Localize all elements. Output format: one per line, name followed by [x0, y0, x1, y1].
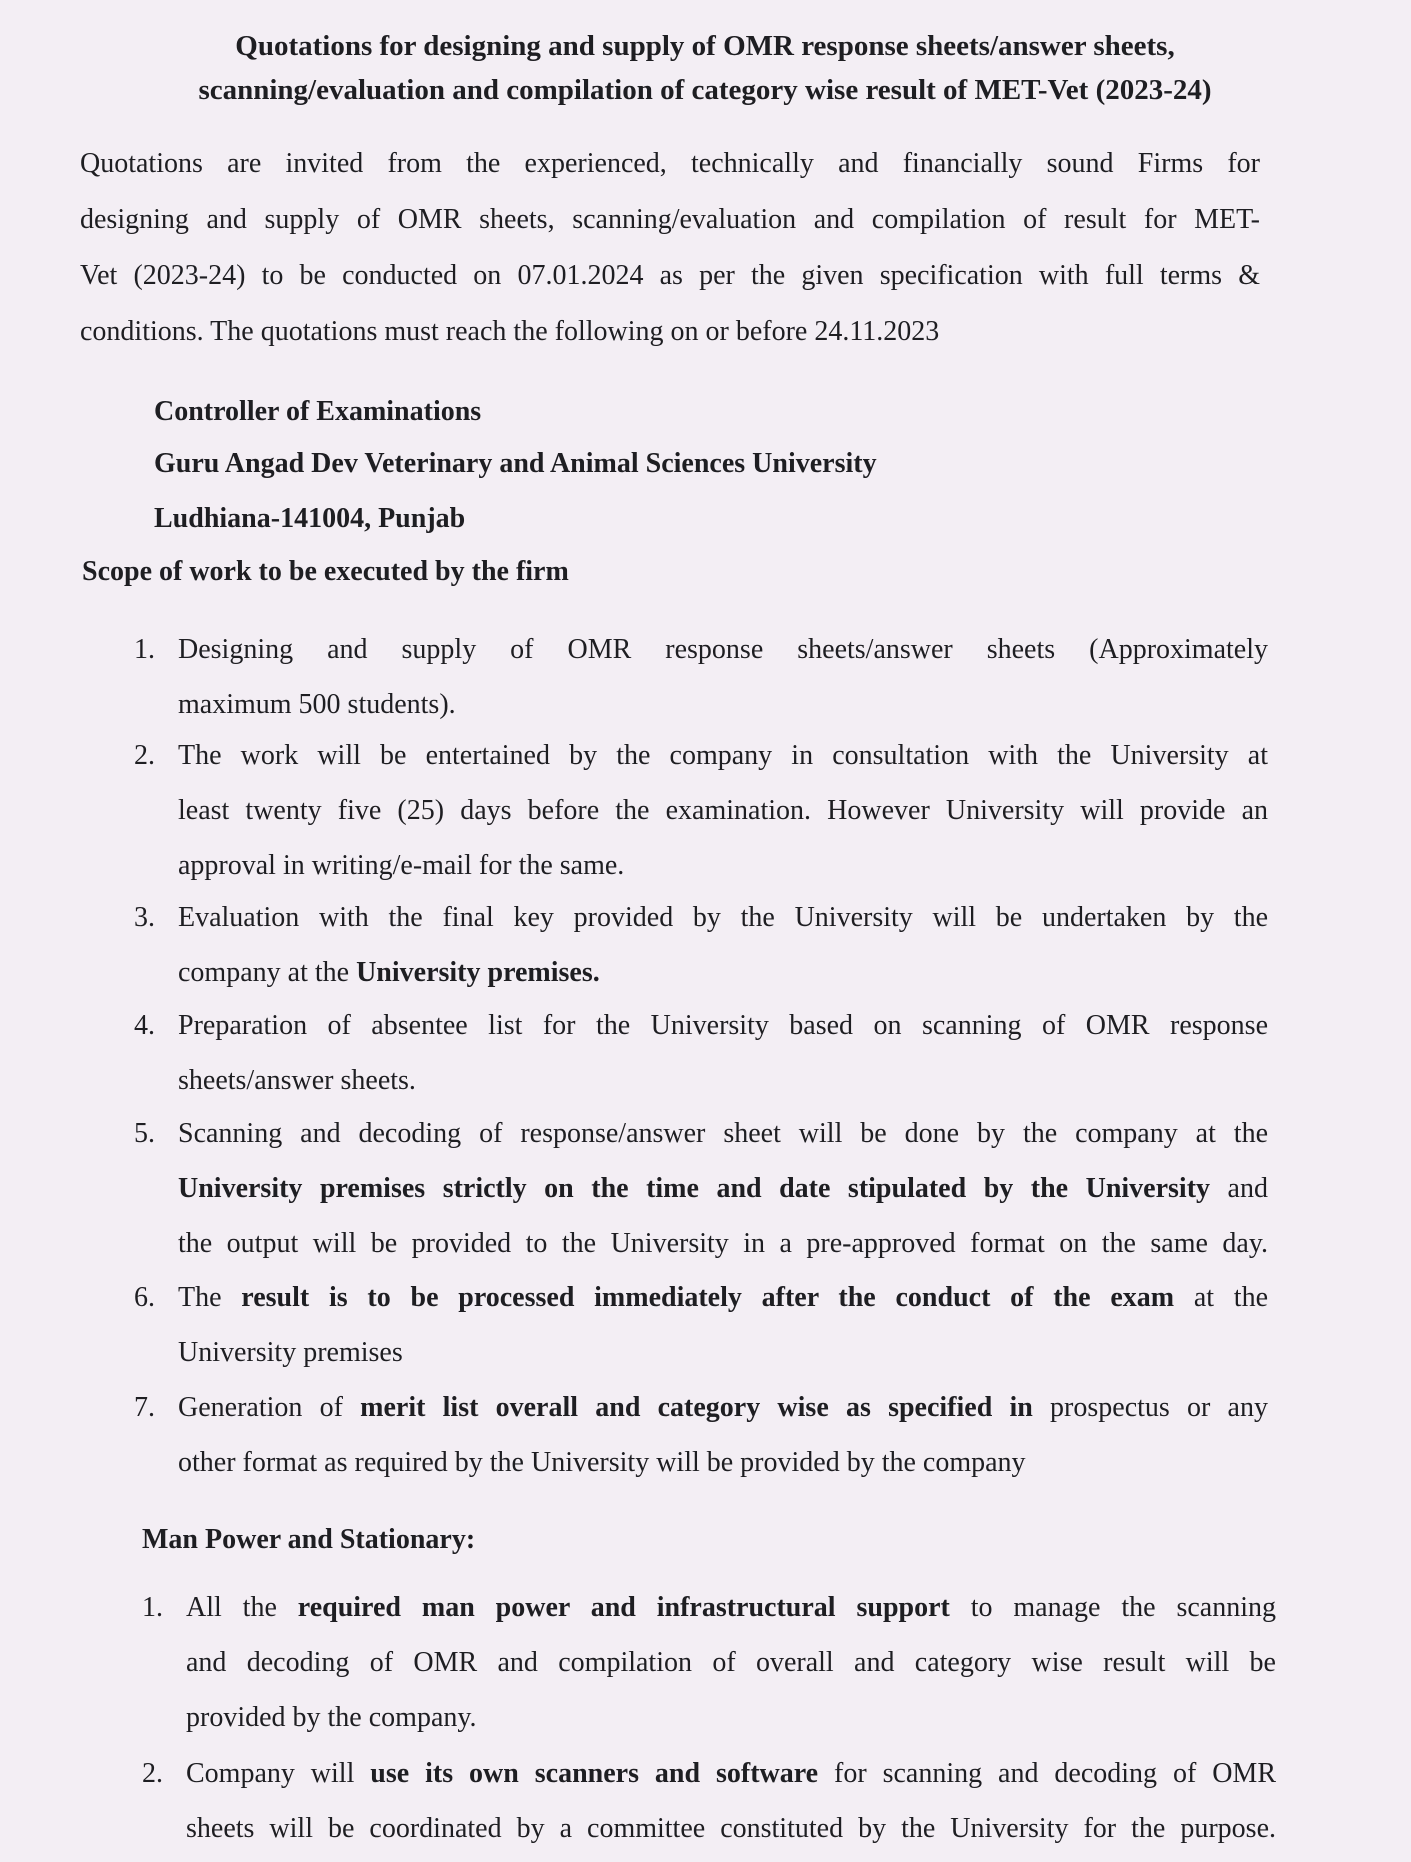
item-emphasis: University premises.: [356, 957, 600, 988]
scope-heading: Scope of work to be executed by the firm: [82, 556, 569, 587]
item-number: 2.: [134, 740, 155, 771]
item-line: least twenty five (25) days before the examination. However University will provide an: [178, 795, 1268, 826]
item-emphasis: University premises strictly on the time and date stipulated by the University: [178, 1173, 1211, 1204]
item-line: other format as required by the University will be provided by the company: [178, 1447, 1026, 1478]
item-line: [178, 945, 1268, 1000]
item-line: Designing and supply of OMR response sheets/answer sheets (Approximately: [178, 634, 1268, 665]
item-number: 3.: [134, 902, 155, 933]
intro-line: Vet (2023-24) to be conducted on 07.01.2024 as per the given specification with full terms &: [80, 260, 1260, 291]
item-text: at the: [1174, 1282, 1269, 1313]
item-text: prospectus or any: [1032, 1392, 1268, 1423]
item-line: provided by the company.: [186, 1702, 477, 1733]
item-text: The: [178, 1282, 242, 1313]
item-line: and decoding of OMR and compilation of overall and category wise result will be: [186, 1647, 1276, 1678]
item-emphasis: use its own scanners and software: [370, 1758, 819, 1789]
item-line: The work will be entertained by the company in consultation with the University at: [178, 740, 1268, 771]
document-title-line-1: Quotations for designing and supply of OMR response sheets/answer sheets,: [235, 30, 1175, 62]
item-line: [186, 1746, 1276, 1801]
item-text: Generation of: [178, 1392, 361, 1423]
item-text: to manage the scanning: [949, 1592, 1276, 1623]
item-line: the output will be provided to the University in a pre-approved format on the same day.: [178, 1228, 1268, 1259]
item-line: [178, 1380, 1268, 1435]
address-city: Ludhiana-141004, Punjab: [154, 503, 466, 534]
item-number: 2.: [142, 1758, 163, 1789]
manpower-heading: Man Power and Stationary:: [142, 1524, 476, 1555]
item-emphasis: result is to be processed immediately after the conduct of the exam: [241, 1282, 1175, 1313]
item-text: and: [1210, 1173, 1268, 1204]
item-text: company at the: [178, 957, 357, 988]
item-emphasis: required man power and infrastructural support: [297, 1592, 950, 1623]
intro-line: conditions. The quotations must reach the following on or before 24.11.2023: [80, 316, 940, 347]
item-text: All the: [186, 1592, 298, 1623]
intro-paragraph: [80, 136, 1260, 360]
address-office: Controller of Examinations: [154, 396, 482, 427]
intro-line: Quotations are invited from the experienced, technically and financially sound Firms for: [80, 148, 1260, 179]
item-number: 5.: [134, 1118, 155, 1149]
item-number: 6.: [134, 1282, 155, 1313]
item-line: Evaluation with the final key provided by the University will be undertaken by the: [178, 902, 1268, 933]
item-line: Preparation of absentee list for the University based on scanning of OMR response: [178, 1010, 1268, 1041]
item-number: 7.: [134, 1392, 155, 1423]
item-line: [178, 1270, 1268, 1325]
item-number: 4.: [134, 1010, 155, 1041]
item-number: 1.: [134, 634, 155, 665]
item-emphasis: merit list overall and category wise as specified in: [360, 1392, 1033, 1423]
item-line: University premises: [178, 1337, 403, 1368]
item-text: for scanning and decoding of OMR: [818, 1758, 1276, 1789]
item-line: approval in writing/e-mail for the same.: [178, 850, 625, 881]
item-line: [186, 1580, 1276, 1635]
document-title-line-2: scanning/evaluation and compilation of category wise result of MET-Vet (2023-24): [198, 74, 1212, 106]
item-text: Company will: [186, 1758, 371, 1789]
item-line: sheets will be coordinated by a committee constituted by the University for the purpose.: [186, 1813, 1276, 1844]
item-line: Scanning and decoding of response/answer sheet will be done by the company at the: [178, 1118, 1268, 1149]
item-number: 1.: [142, 1592, 163, 1623]
address-university: Guru Angad Dev Veterinary and Animal Sciences University: [154, 448, 877, 479]
item-line: maximum 500 students).: [178, 689, 456, 720]
item-line: [178, 1161, 1268, 1216]
intro-line: designing and supply of OMR sheets, scanning/evaluation and compilation of result for MET-: [80, 204, 1260, 235]
item-line: sheets/answer sheets.: [178, 1065, 416, 1096]
